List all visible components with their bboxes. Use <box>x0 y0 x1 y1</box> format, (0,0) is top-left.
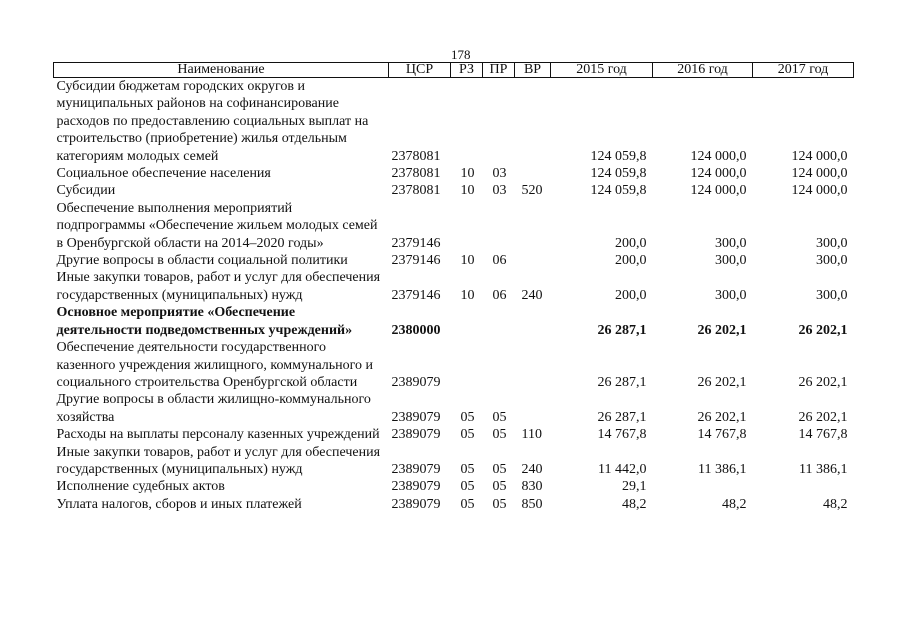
header-csr: ЦСР <box>389 63 451 78</box>
table-row <box>54 252 854 269</box>
row-pr <box>483 304 515 339</box>
page-number: 178 <box>451 47 471 62</box>
row-pr <box>483 339 515 391</box>
row-csr: 2379146 <box>391 287 441 303</box>
row-value-2017: 48,2 <box>823 496 848 512</box>
header-2015: 2015 год <box>551 63 653 78</box>
row-value-2015: 11 442,0 <box>598 461 647 477</box>
row-rz: 10 <box>460 166 475 182</box>
row-value-2017: 26 202,1 <box>798 409 848 425</box>
row-csr: 2379146 <box>391 253 441 269</box>
row-value-2017: 300,0 <box>816 287 848 303</box>
table-row <box>54 496 854 513</box>
row-value-2015: 200,0 <box>615 235 647 251</box>
row-rz: 05 <box>460 427 475 443</box>
row-value-2017: 124 000,0 <box>791 183 848 199</box>
row-value-2015: 26 287,1 <box>597 322 647 338</box>
row-vr <box>515 391 551 426</box>
table-row <box>54 339 854 391</box>
budget-table <box>53 62 854 513</box>
row-value-2017: 124 000,0 <box>791 148 848 164</box>
row-pr: 05 <box>492 461 507 477</box>
row-csr: 2378081 <box>391 148 441 164</box>
header-pr: ПР <box>483 63 515 78</box>
row-value-2016: 124 000,0 <box>690 183 747 199</box>
table-body <box>54 78 854 514</box>
row-value-2016: 14 767,8 <box>697 427 747 443</box>
row-csr: 2389079 <box>391 374 441 390</box>
row-vr <box>515 200 551 252</box>
header-name: Наименование <box>54 63 389 78</box>
row-vr <box>515 304 551 339</box>
row-value-2015: 48,2 <box>622 496 647 512</box>
row-csr: 2378081 <box>391 183 441 199</box>
table-row <box>54 78 854 166</box>
row-value-2015: 26 287,1 <box>597 374 647 390</box>
row-name: Социальное обеспечение населения <box>56 166 271 182</box>
row-pr: 05 <box>492 409 507 425</box>
header-2017: 2017 год <box>753 63 854 78</box>
table-row <box>54 478 854 495</box>
row-rz: 05 <box>460 461 475 477</box>
row-csr: 2389079 <box>391 427 441 443</box>
table-row <box>54 165 854 182</box>
row-value-2017 <box>753 478 854 495</box>
row-value-2016: 11 386,1 <box>698 461 747 477</box>
row-csr: 2379146 <box>391 235 441 251</box>
row-value-2015: 124 059,8 <box>590 183 647 199</box>
row-csr: 2389079 <box>391 496 441 512</box>
row-name: Уплата налогов, сборов и иных платежей <box>56 496 302 512</box>
row-rz: 05 <box>460 409 475 425</box>
row-name: Обеспечение выполнения мероприятий подпрограммы «Обеспечение жильем молодых семей в Оренбургской области на 2014–2020 годы» <box>56 200 378 251</box>
table-row <box>54 269 854 304</box>
row-value-2017: 124 000,0 <box>791 166 848 182</box>
row-name: Другие вопросы в области социальной политики <box>56 253 348 269</box>
row-vr <box>515 165 551 182</box>
row-value-2016: 48,2 <box>722 496 747 512</box>
row-vr <box>515 252 551 269</box>
table-row <box>54 426 854 443</box>
row-pr: 03 <box>492 166 507 182</box>
row-rz <box>451 78 483 166</box>
row-name: Обеспечение деятельности государственного казенного учреждения жилищного, коммунального и социального строительства Оренбургской области <box>56 340 374 390</box>
row-rz: 10 <box>460 253 475 269</box>
row-value-2017: 26 202,1 <box>798 322 848 338</box>
row-rz <box>451 200 483 252</box>
row-pr: 06 <box>492 253 507 269</box>
row-pr <box>483 200 515 252</box>
header-rz: РЗ <box>451 63 483 78</box>
row-pr: 05 <box>492 496 507 512</box>
row-vr: 520 <box>521 183 543 199</box>
table-header-row <box>54 63 854 78</box>
table-row <box>54 200 854 252</box>
row-rz: 05 <box>460 479 475 495</box>
row-pr: 03 <box>492 183 507 199</box>
row-value-2015: 26 287,1 <box>597 409 647 425</box>
row-csr: 2389079 <box>391 409 441 425</box>
row-rz: 10 <box>460 287 475 303</box>
row-value-2016: 300,0 <box>715 287 747 303</box>
row-value-2015: 124 059,8 <box>590 166 647 182</box>
row-vr <box>515 78 551 166</box>
row-value-2015: 200,0 <box>615 253 647 269</box>
row-name: Основное мероприятие «Обеспечение деятельности подведомственных учреждений» <box>56 305 353 338</box>
row-value-2017: 11 386,1 <box>799 461 848 477</box>
row-pr <box>483 78 515 166</box>
row-csr: 2380000 <box>391 322 441 338</box>
row-name: Исполнение судебных актов <box>56 479 225 495</box>
header-vr: ВР <box>515 63 551 78</box>
row-value-2015: 124 059,8 <box>590 148 647 164</box>
row-vr <box>515 339 551 391</box>
row-rz: 10 <box>460 183 475 199</box>
row-pr: 05 <box>492 479 507 495</box>
row-value-2016: 300,0 <box>715 235 747 251</box>
header-2016: 2016 год <box>653 63 753 78</box>
row-value-2017: 300,0 <box>816 235 848 251</box>
row-csr: 2378081 <box>391 166 441 182</box>
row-name: Расходы на выплаты персоналу казенных учреждений <box>56 427 380 443</box>
row-name: Другие вопросы в области жилищно-коммунального хозяйства <box>56 392 371 425</box>
row-value-2016: 26 202,1 <box>697 322 747 338</box>
row-name: Субсидии бюджетам городских округов и муниципальных районов на софинансирование расходов по предоставлению социальных выплат на строительство (приобретение) жилья отдельным категориям молодых семей <box>56 79 369 164</box>
row-value-2015: 14 767,8 <box>597 427 647 443</box>
row-name: Иные закупки товаров, работ и услуг для обеспечения государственных (муниципальных) нужд <box>56 270 381 303</box>
row-vr: 110 <box>521 427 542 443</box>
row-value-2017: 300,0 <box>816 253 848 269</box>
row-value-2016 <box>653 478 753 495</box>
row-name: Иные закупки товаров, работ и услуг для обеспечения государственных (муниципальных) нужд <box>56 444 381 477</box>
row-vr: 830 <box>521 479 543 495</box>
row-value-2016: 300,0 <box>715 253 747 269</box>
row-value-2015: 29,1 <box>622 479 647 495</box>
row-vr: 240 <box>521 461 543 477</box>
row-value-2017: 26 202,1 <box>798 374 848 390</box>
table-row <box>54 444 854 479</box>
row-vr: 850 <box>521 496 543 512</box>
row-value-2016: 26 202,1 <box>697 374 747 390</box>
row-value-2017: 14 767,8 <box>798 427 848 443</box>
row-value-2016: 124 000,0 <box>690 148 747 164</box>
row-csr: 2389079 <box>391 479 441 495</box>
table-row <box>54 304 854 339</box>
row-name: Субсидии <box>56 183 116 199</box>
row-rz <box>451 304 483 339</box>
row-rz <box>451 339 483 391</box>
row-rz: 05 <box>460 496 475 512</box>
row-value-2015: 200,0 <box>615 287 647 303</box>
table-row <box>54 182 854 199</box>
table-row <box>54 391 854 426</box>
row-csr: 2389079 <box>391 461 441 477</box>
row-pr: 06 <box>492 287 507 303</box>
row-value-2016: 124 000,0 <box>690 166 747 182</box>
row-value-2016: 26 202,1 <box>697 409 747 425</box>
row-vr: 240 <box>521 287 543 303</box>
row-pr: 05 <box>492 427 507 443</box>
